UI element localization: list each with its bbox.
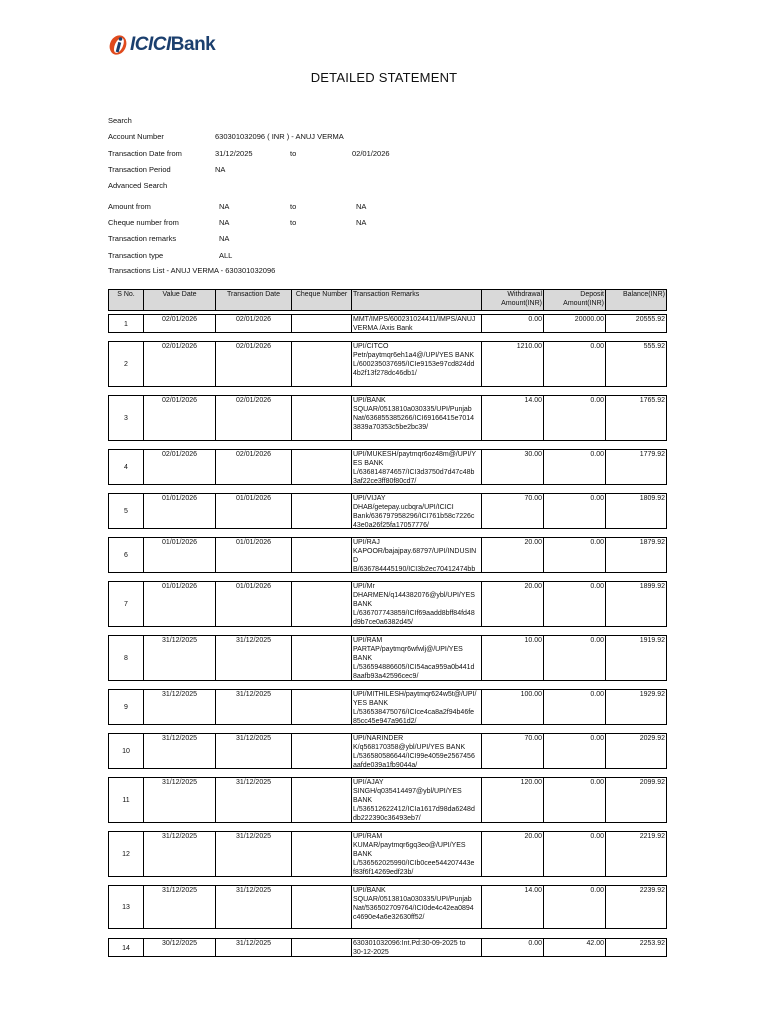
remarks-value: NA <box>219 234 230 243</box>
cell-sno: 13 <box>122 904 130 911</box>
cell-transaction-date: 31/12/2025 <box>235 735 272 742</box>
cell-balance: 1779.92 <box>639 451 665 458</box>
cell-balance: 1879.92 <box>639 539 665 546</box>
cell-sno: 9 <box>124 704 128 711</box>
remarks-line: BANK <box>353 851 373 858</box>
cell-sno: 12 <box>122 851 130 858</box>
cell-sno: 3 <box>124 415 128 422</box>
table-row <box>108 395 667 441</box>
cell-deposit: 0.00 <box>590 887 604 894</box>
cell-sno: 5 <box>124 508 128 515</box>
remarks-label: Transaction remarks <box>108 234 177 243</box>
remarks-line: f83f6f14269edf23b/ <box>353 869 414 876</box>
table-row <box>108 885 667 929</box>
cell-transaction-remarks <box>353 538 481 574</box>
cell-deposit: 0.00 <box>590 637 604 644</box>
cheque-from-label: Cheque number from <box>108 218 179 227</box>
remarks-line: Bank/636797958296/ICI761b58c7226c <box>353 513 475 520</box>
remarks-line: UPI/BANK <box>353 887 386 894</box>
remarks-line: 630301032096:Int.Pd:30-09-2025 to <box>353 940 466 947</box>
header-transaction-remarks: Transaction Remarks <box>353 291 420 298</box>
remarks-line: Nat/536502709764/ICI0de4c42ea0894 <box>353 905 474 912</box>
remarks-line: KAPOOR/bajajpay.68797/UPI/INDUSIN <box>353 548 477 555</box>
cell-withdrawal: 14.00 <box>524 887 542 894</box>
cheque-to-value: NA <box>356 218 367 227</box>
cell-withdrawal: 30.00 <box>524 451 542 458</box>
remarks-line: UPI/Mr <box>353 583 375 590</box>
cell-withdrawal: 10.00 <box>524 637 542 644</box>
transaction-type-value: ALL <box>219 251 233 260</box>
remarks-line: SINGH/q035414497@ybl/UPI/YES <box>353 788 462 795</box>
remarks-line: DHARMEN/q144382076@ybl/UPI/YES <box>353 592 475 599</box>
cell-withdrawal: 120.00 <box>520 779 542 786</box>
header-transaction-date: Transaction Date <box>226 291 281 298</box>
cell-value-date: 01/01/2026 <box>161 495 198 502</box>
cell-balance: 1899.92 <box>639 583 665 590</box>
table-row <box>108 938 667 957</box>
cell-transaction-date: 31/12/2025 <box>235 779 272 786</box>
cell-sno: 8 <box>124 655 128 662</box>
cell-balance: 1809.92 <box>639 495 665 502</box>
cell-value-date: 01/01/2026 <box>161 583 198 590</box>
remarks-line: YES BANK <box>353 700 389 707</box>
remarks-line: VERMA /Axis Bank <box>353 325 413 332</box>
remarks-line: UPI/AJAY <box>353 779 384 786</box>
cell-transaction-remarks <box>353 342 481 378</box>
cell-deposit: 0.00 <box>590 833 604 840</box>
cell-balance: 1765.92 <box>639 397 665 404</box>
cell-balance: 1929.92 <box>639 691 665 698</box>
table-row <box>108 777 667 823</box>
cell-value-date: 30/12/2025 <box>161 940 198 947</box>
remarks-line: UPI/BANK <box>353 397 386 404</box>
cell-deposit: 0.00 <box>590 583 604 590</box>
remarks-line: BANK <box>353 797 373 804</box>
remarks-line: BANK <box>353 601 373 608</box>
remarks-line: aafde039a1fb9044a/ <box>353 762 418 769</box>
page-title: DETAILED STATEMENT <box>310 70 458 85</box>
table-row <box>108 635 667 681</box>
cell-withdrawal: 0.00 <box>528 940 542 947</box>
cell-balance: 1919.92 <box>639 637 665 644</box>
cell-transaction-remarks <box>353 832 481 877</box>
cell-balance: 20555.92 <box>635 316 665 323</box>
advanced-search-heading: Advanced Search <box>108 181 168 190</box>
cell-sno: 4 <box>124 464 128 471</box>
table-row <box>108 831 667 877</box>
table-row <box>108 537 667 573</box>
remarks-line: L/536538475076/ICIce4ca8a2f94b46fe <box>353 709 475 716</box>
amount-from-value: NA <box>219 202 230 211</box>
remarks-line: Petr/paytmqr6eh1a4@/UPI/YES BANK <box>353 352 475 359</box>
remarks-line: MMT/IMPS/600231024411/IMPS/ANUJ <box>353 316 476 323</box>
cell-withdrawal: 20.00 <box>524 833 542 840</box>
cell-transaction-date: 31/12/2025 <box>235 940 272 947</box>
table-row <box>108 581 667 627</box>
remarks-line: 85cc45e947a961d2/ <box>353 718 417 725</box>
cell-transaction-remarks <box>353 939 481 957</box>
cheque-to-separator: to <box>290 218 297 227</box>
period-value: NA <box>215 165 226 174</box>
cell-deposit: 0.00 <box>590 495 604 502</box>
remarks-line: L/536562025990/ICIb0cee544207443e <box>353 860 475 867</box>
cell-balance: 2239.92 <box>639 887 665 894</box>
date-from-value: 31/12/2025 <box>215 149 253 158</box>
cell-value-date: 31/12/2025 <box>161 735 198 742</box>
remarks-line: SQUAR/0513810a030335/UPI/Punjab <box>353 406 472 413</box>
cell-transaction-date: 31/12/2025 <box>235 637 272 644</box>
header-sno: S No. <box>117 291 135 298</box>
remarks-line: 30-12-2025 <box>353 949 389 956</box>
cell-deposit: 0.00 <box>590 343 604 350</box>
amount-from-label: Amount from <box>108 202 151 211</box>
cell-transaction-remarks <box>353 886 481 922</box>
cell-transaction-date: 02/01/2026 <box>235 397 272 404</box>
remarks-line: 43e0a26f25fa17057776/ <box>353 522 429 529</box>
header-value-date: Value Date <box>162 291 197 298</box>
cell-value-date: 02/01/2026 <box>161 316 198 323</box>
table-row <box>108 341 667 387</box>
remarks-line: BANK <box>353 655 373 662</box>
table-row <box>108 493 667 529</box>
remarks-line: UPI/CITCO <box>353 343 389 350</box>
date-to-value: 02/01/2026 <box>352 149 390 158</box>
cell-deposit: 0.00 <box>590 539 604 546</box>
cell-sno: 7 <box>124 601 128 608</box>
cell-balance: 2099.92 <box>639 779 665 786</box>
cell-value-date: 02/01/2026 <box>161 343 198 350</box>
date-to-separator: to <box>290 149 297 158</box>
remarks-line: L/600235037695/ICIe9153e97cd824dd <box>353 361 475 368</box>
header-balance: Balance(INR) <box>622 291 665 298</box>
cell-transaction-remarks <box>353 636 481 681</box>
remarks-line: D <box>353 557 359 564</box>
cell-transaction-date: 31/12/2025 <box>235 887 272 894</box>
cell-withdrawal: 20.00 <box>524 539 542 546</box>
cell-sno: 2 <box>124 361 128 368</box>
transactions-list-heading: Transactions List - ANUJ VERMA - 630301032096 <box>108 266 276 275</box>
period-label: Transaction Period <box>108 165 171 174</box>
cell-transaction-remarks <box>353 778 481 823</box>
cell-sno: 1 <box>124 320 128 328</box>
remarks-line: B/636784445190/ICI3b2ec70412474bb <box>353 566 476 573</box>
account-number-value: 630301032096 ( INR ) - ANUJ VERMA <box>215 132 344 141</box>
cell-transaction-date: 02/01/2026 <box>235 316 272 323</box>
cheque-from-value: NA <box>219 218 230 227</box>
cell-balance: 2253.92 <box>639 940 665 947</box>
cell-deposit: 0.00 <box>590 451 604 458</box>
cell-deposit: 20000.00 <box>574 316 604 323</box>
cell-withdrawal: 1210.00 <box>516 343 542 350</box>
remarks-line: UPI/MUKESH/paytmqr6oz48m@/UPI/Y <box>353 451 477 458</box>
cell-transaction-date: 31/12/2025 <box>235 833 272 840</box>
cell-value-date: 02/01/2026 <box>161 451 198 458</box>
cell-withdrawal: 70.00 <box>524 735 542 742</box>
table-row <box>108 449 667 485</box>
remarks-line: L/536580586644/ICI99e4059e2567456 <box>353 753 475 760</box>
remarks-line: 3af22ce3ff80f80cd7/ <box>353 478 417 485</box>
remarks-line: L/536512622412/ICIa1617d98da6248d <box>353 806 475 813</box>
remarks-line: c4690e4a6e32630ff52/ <box>353 914 425 921</box>
cell-withdrawal: 70.00 <box>524 495 542 502</box>
remarks-line: 8aafb93a42596cec9/ <box>353 673 419 680</box>
cell-balance: 555.92 <box>643 343 665 350</box>
table-row <box>108 733 667 769</box>
icici-logo-icon <box>108 33 128 57</box>
remarks-line: PARTAP/paytmqr6wfwlj@/UPI/YES <box>353 646 463 653</box>
cell-withdrawal: 20.00 <box>524 583 542 590</box>
table-header <box>108 289 667 311</box>
cell-transaction-remarks <box>353 450 481 486</box>
remarks-line: DHAB/getepay.ucbqra/UPI/ICICI <box>353 504 454 511</box>
remarks-line: UPI/RAM <box>353 833 383 840</box>
icici-bank-logo <box>108 33 215 57</box>
cell-sno: 6 <box>124 552 128 559</box>
header-deposit: Deposit Amount(INR) <box>563 291 604 307</box>
remarks-line: ES BANK <box>353 460 384 467</box>
cell-transaction-date: 01/01/2026 <box>235 539 272 546</box>
cell-withdrawal: 100.00 <box>520 691 542 698</box>
amount-to-value: NA <box>356 202 367 211</box>
cell-transaction-remarks <box>353 396 481 432</box>
header-withdrawal: Withdrawal Amount(INR) <box>501 291 542 307</box>
cell-value-date: 31/12/2025 <box>161 887 198 894</box>
cell-value-date: 31/12/2025 <box>161 779 198 786</box>
cell-transaction-remarks <box>353 690 481 726</box>
table-row <box>108 689 667 725</box>
cell-deposit: 0.00 <box>590 779 604 786</box>
remarks-line: UPI/VIJAY <box>353 495 386 502</box>
cell-transaction-date: 02/01/2026 <box>235 451 272 458</box>
amount-to-separator: to <box>290 202 297 211</box>
table-row <box>108 314 667 333</box>
cell-value-date: 31/12/2025 <box>161 691 198 698</box>
cell-transaction-remarks <box>353 734 481 770</box>
cell-transaction-remarks <box>353 582 481 627</box>
cell-value-date: 02/01/2026 <box>161 397 198 404</box>
remarks-line: 3839a70353c5be2bc39/ <box>353 424 429 431</box>
cell-transaction-remarks <box>353 315 481 333</box>
remarks-line: L/636814874657/ICI3d3750d7d47c48b <box>353 469 475 476</box>
cell-sno: 11 <box>122 797 130 804</box>
cell-sno: 14 <box>122 944 130 952</box>
cell-withdrawal: 14.00 <box>524 397 542 404</box>
cell-deposit: 42.00 <box>586 940 604 947</box>
remarks-line: L/536594886605/ICI54aca959a0b441d <box>353 664 475 671</box>
cell-deposit: 0.00 <box>590 397 604 404</box>
search-heading: Search <box>108 116 132 125</box>
cell-value-date: 01/01/2026 <box>161 539 198 546</box>
remarks-line: K/q568170358@ybl/UPI/YES BANK <box>353 744 466 751</box>
remarks-line: 4b2f13f278dc46db1/ <box>353 370 417 377</box>
account-number-label: Account Number <box>108 132 164 141</box>
remarks-line: UPI/MITHILESH/paytmqr624w5t@/UPI/ <box>353 691 477 698</box>
remarks-line: KUMAR/paytmqr6gq3eo@/UPI/YES <box>353 842 466 849</box>
cell-transaction-date: 02/01/2026 <box>235 343 272 350</box>
remarks-line: db222390c36493eb7/ <box>353 815 421 822</box>
cell-transaction-remarks <box>353 494 481 530</box>
cell-deposit: 0.00 <box>590 691 604 698</box>
cell-deposit: 0.00 <box>590 735 604 742</box>
logo-wordmark: ICICIBank <box>130 34 216 55</box>
date-from-label: Transaction Date from <box>108 149 182 158</box>
transaction-type-label: Transaction type <box>108 251 164 260</box>
remarks-line: UPI/RAM <box>353 637 383 644</box>
remarks-line: UPI/RAJ <box>353 539 380 546</box>
cell-transaction-date: 01/01/2026 <box>235 495 272 502</box>
remarks-line: UPI/NARINDER <box>353 735 404 742</box>
cell-transaction-date: 31/12/2025 <box>235 691 272 698</box>
cell-withdrawal: 0.00 <box>528 316 542 323</box>
remarks-line: d9b7ce0a6382d45/ <box>353 619 413 626</box>
cell-transaction-date: 01/01/2026 <box>235 583 272 590</box>
remarks-line: L/636707743859/ICIf69aadd8bff84fd48 <box>353 610 475 617</box>
remarks-line: Nat/636855385266/ICI69166415e7014 <box>353 415 475 422</box>
cell-value-date: 31/12/2025 <box>161 833 198 840</box>
header-cheque-number: Cheque Number <box>295 291 348 298</box>
cell-balance: 2219.92 <box>639 833 665 840</box>
remarks-line: SQUAR/0513810a030335/UPI/Punjab <box>353 896 472 903</box>
cell-balance: 2029.92 <box>639 735 665 742</box>
cell-sno: 10 <box>122 748 130 755</box>
cell-value-date: 31/12/2025 <box>161 637 198 644</box>
